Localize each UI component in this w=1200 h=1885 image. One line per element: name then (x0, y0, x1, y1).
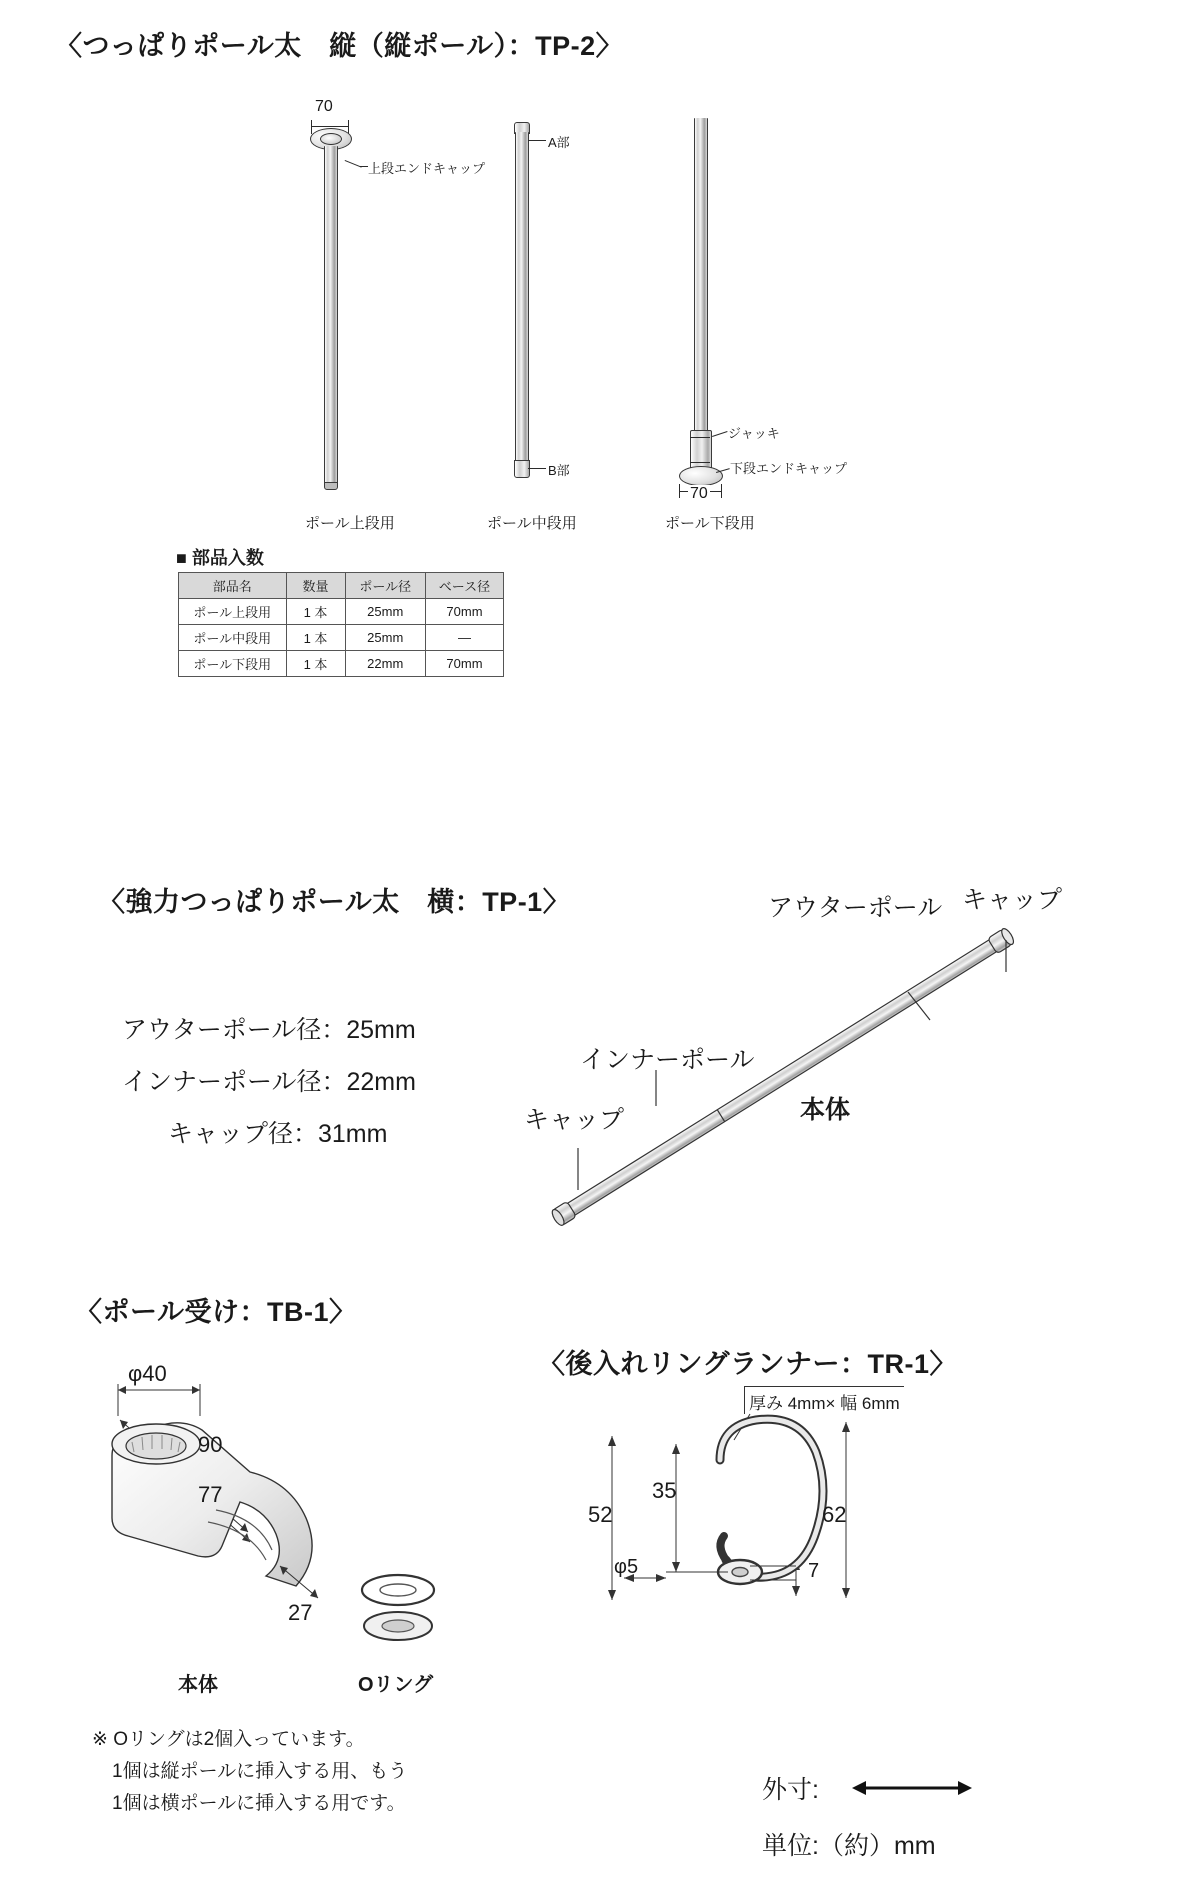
section-title-tp1: 〈強力つっぱりポール太 横：TP-1〉 (98, 887, 571, 917)
dim-tick-left (311, 120, 312, 134)
dim-27: 27 (288, 1600, 313, 1625)
callout-body: 本体 (800, 1096, 851, 1124)
upper-end-cap-inner (320, 133, 342, 145)
callout-cap-left: キャップ (524, 1106, 625, 1134)
dim-35: 35 (652, 1478, 677, 1503)
pole-upper-shaft (324, 146, 338, 486)
spec-inner-pole-dia: インナーポール径：22mm (122, 1068, 416, 1096)
cell-pole-dia: 22mm (345, 651, 425, 677)
table-row (179, 599, 504, 625)
callout-upper-end-cap: 上段エンドキャップ (368, 161, 486, 176)
th-qty: 数量 (286, 573, 345, 599)
table-row (179, 651, 504, 677)
legend-arrow-icon (852, 1776, 972, 1800)
callout-outer-pole: アウターポール (768, 894, 943, 922)
pole-middle-shaft (515, 132, 529, 462)
cell-qty: 1 本 (286, 651, 345, 677)
cell-pole-dia: 25mm (345, 599, 425, 625)
dim-7: 7 (808, 1560, 820, 1582)
dim-thickness: 厚み 4mm× 幅 6mm (744, 1386, 904, 1414)
oring-svg (340, 1560, 460, 1670)
pole-lower-shaft (694, 118, 708, 432)
dim-bottom-base: 70 (690, 485, 708, 502)
cell-base-dia: — (425, 625, 503, 651)
spec-cap-dia: キャップ径：31mm (168, 1120, 388, 1148)
tp1-pole-svg (530, 910, 1090, 1250)
tb1-note-line-1: ※ Oリングは2個入っています。 (92, 1729, 365, 1750)
table-row (179, 625, 504, 651)
callout-lower-end-cap: 下段エンドキャップ (730, 461, 848, 476)
dim-top-base: 70 (315, 98, 333, 115)
dim-phi40: φ40 (128, 1361, 167, 1386)
dim-52: 52 (588, 1502, 613, 1527)
cell-qty: 1 本 (286, 599, 345, 625)
cell-part-name: ポール下段用 (179, 651, 287, 677)
callout-jack: ジャッキ (728, 426, 780, 441)
th-pole-dia: ポール径 (345, 573, 425, 599)
table-header-row (179, 573, 504, 599)
cell-base-dia: 70mm (425, 651, 503, 677)
caption-oring: Oリング (358, 1674, 434, 1696)
leader-upper-cap-2 (360, 166, 368, 167)
leader-part-b (528, 468, 546, 469)
cell-base-dia: 70mm (425, 599, 503, 625)
dim-phi5: φ5 (614, 1556, 639, 1578)
jack-line-1 (690, 437, 710, 438)
lower-end-cap (679, 466, 723, 486)
pole-middle-bottom-cap (514, 460, 530, 478)
th-base-dia: ベース径 (425, 573, 503, 599)
caption-pole-lower: ポール下段用 (665, 515, 755, 532)
section-title-tp2: 〈つっぱりポール太 縦（縦ポール）：TP-2〉 (55, 31, 624, 61)
section-title-tr1: 〈後入れリングランナー：TR-1〉 (538, 1349, 957, 1379)
dim-line-top (311, 126, 349, 127)
cell-qty: 1 本 (286, 625, 345, 651)
callout-part-b: B部 (548, 463, 570, 478)
tb1-note-line-2: 1個は縦ポールに挿入する用、もう (112, 1761, 408, 1782)
cell-part-name: ポール上段用 (179, 599, 287, 625)
th-part-name: 部品名 (179, 573, 287, 599)
parts-table (178, 572, 504, 677)
dim-77: 77 (198, 1482, 223, 1507)
dim-90: 90 (198, 1432, 223, 1457)
jack-line-2 (690, 462, 710, 463)
leader-part-a (528, 140, 546, 141)
legend-unit-label: 単位:（約）mm (762, 1832, 936, 1860)
dim-62: 62 (822, 1502, 847, 1527)
pole-upper-bottom (324, 482, 338, 490)
cell-part-name: ポール中段用 (179, 625, 287, 651)
legend-outer-label: 外寸: (762, 1776, 819, 1804)
parts-heading: ■ 部品入数 (176, 548, 264, 568)
callout-cap-right: キャップ (962, 886, 1063, 914)
callout-part-a: A部 (548, 135, 570, 150)
tb1-note-line-3: 1個は横ポールに挿入する用です。 (112, 1793, 406, 1814)
spec-outer-pole-dia: アウターポール径：25mm (122, 1016, 416, 1044)
caption-tb1-body: 本体 (178, 1674, 218, 1696)
caption-pole-middle: ポール中段用 (487, 515, 577, 532)
cell-pole-dia: 25mm (345, 625, 425, 651)
leader-jack (712, 431, 728, 437)
callout-inner-pole: インナーポール (580, 1046, 755, 1074)
section-title-tb1: 〈ポール受け：TB-1〉 (75, 1297, 357, 1327)
caption-pole-upper: ポール上段用 (305, 515, 395, 532)
tr1-svg (600, 1400, 1000, 1640)
